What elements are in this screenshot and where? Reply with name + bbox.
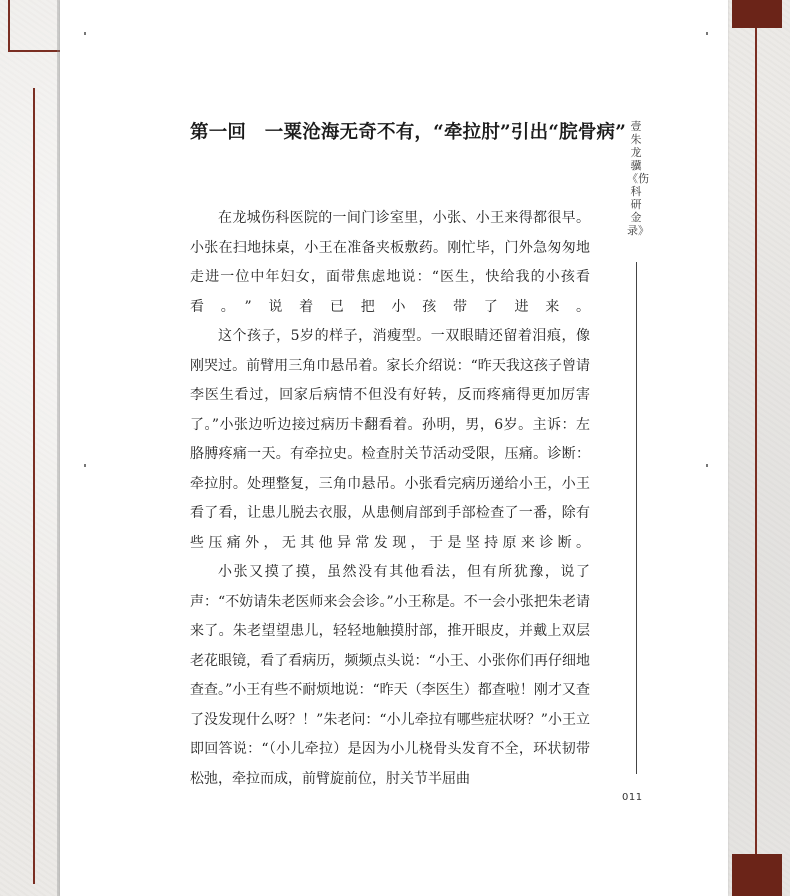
frame-line-top-left-h: [8, 50, 60, 52]
text-line: 地走进一位中年妇女，面带焦虑地说：“医生，快给我的小孩看: [190, 239, 590, 285]
text-line: 诊断：牵拉肘。处理整复，三角巾悬吊。小张看完病历递给小: [190, 446, 590, 492]
text-line: 看。”说着已把小孩带了进来。: [190, 298, 590, 315]
corner-mark-mid-right: [706, 464, 708, 467]
text-line: 曾请李医生看过，回家后病情不但没有好转，反而疼痛得更加: [190, 357, 591, 403]
text-line: 像刚哭过。前臂用三角巾悬吊着。家长介绍说：“昨天我这孩子: [190, 328, 590, 374]
paragraph-2: [190, 322, 590, 558]
text-line: 不全，环状韧带松弛，牵拉而成，前臂旋前位，肘关节半屈曲: [190, 741, 591, 787]
corner-mark-top-right: [706, 32, 708, 35]
text-line: 呀？”小王立即回答说：“（小儿牵拉）是因为小儿桡骨头发育: [190, 711, 590, 757]
frame-block-bottom-right: [732, 854, 782, 896]
text-line: “不妨请朱老医师来会会诊。”小王称是。不一会小张把朱老请: [218, 593, 590, 610]
paragraph-1: [190, 204, 590, 322]
frame-block-top-right: [732, 0, 782, 28]
text-line: 一番，除有些压痛外，无其他异常发现，于是坚持原来诊断。: [190, 505, 591, 551]
text-line: 层老花眼镜，看了看病历，频频点头说：“小王、小张你们再仔: [190, 623, 590, 669]
text-line: 小张又摸了摸，虽然没有其他看法，但有所犹豫，说了声：: [190, 564, 590, 610]
running-head-vertical: 壹 朱龙骥《伤科研金录》: [627, 120, 649, 237]
page-number: 011: [622, 792, 643, 803]
text-line: 厉害了。”小张边听边接过病历卡翻看着。孙明，男，6岁。主: [190, 387, 591, 433]
text-line: 细地查查。”小王有些不耐烦地说：“昨天（李医生）都查啦！: [190, 652, 591, 698]
frame-line-left-v: [33, 88, 35, 884]
text-line: 王，小王看了看，让患儿脱去衣服，从患侧肩部到手部检查了: [190, 475, 591, 521]
text-line: 在龙城伤科医院的一间门诊室里，小张、小王来得都很早。: [218, 210, 590, 226]
chapter-heading: 第一回 一粟沧海无奇不有，“牵拉肘”引出“脘骨病”: [190, 122, 627, 143]
book-page: [60, 0, 728, 896]
corner-mark-top-left: [84, 32, 86, 35]
paragraph-3: [190, 558, 590, 794]
text-line: 小张在扫地抹桌，小王在准备夹板敷药。刚忙毕，门外急匆匆: [190, 239, 576, 256]
text-line: 这个孩子，5岁的样子，消瘦型。一双眼睛还留着泪痕，: [218, 328, 576, 344]
text-line: 刚才又查了没发现什么呀？！”朱老问：“小儿牵拉有哪些症状: [190, 682, 590, 728]
body-text: [190, 204, 590, 794]
frame-line-right-v: [755, 28, 757, 854]
text-line: 来了。朱老望望患儿，轻轻地触摸肘部，推开眼皮，并戴上双: [190, 623, 576, 639]
corner-mark-mid-left: [84, 464, 86, 467]
running-head-rule: [636, 262, 637, 774]
text-line: 诉：左胳膊疼痛一天。有牵拉史。检查肘关节活动受限，压痛。: [190, 416, 590, 462]
frame-line-top-left-v: [8, 0, 10, 52]
